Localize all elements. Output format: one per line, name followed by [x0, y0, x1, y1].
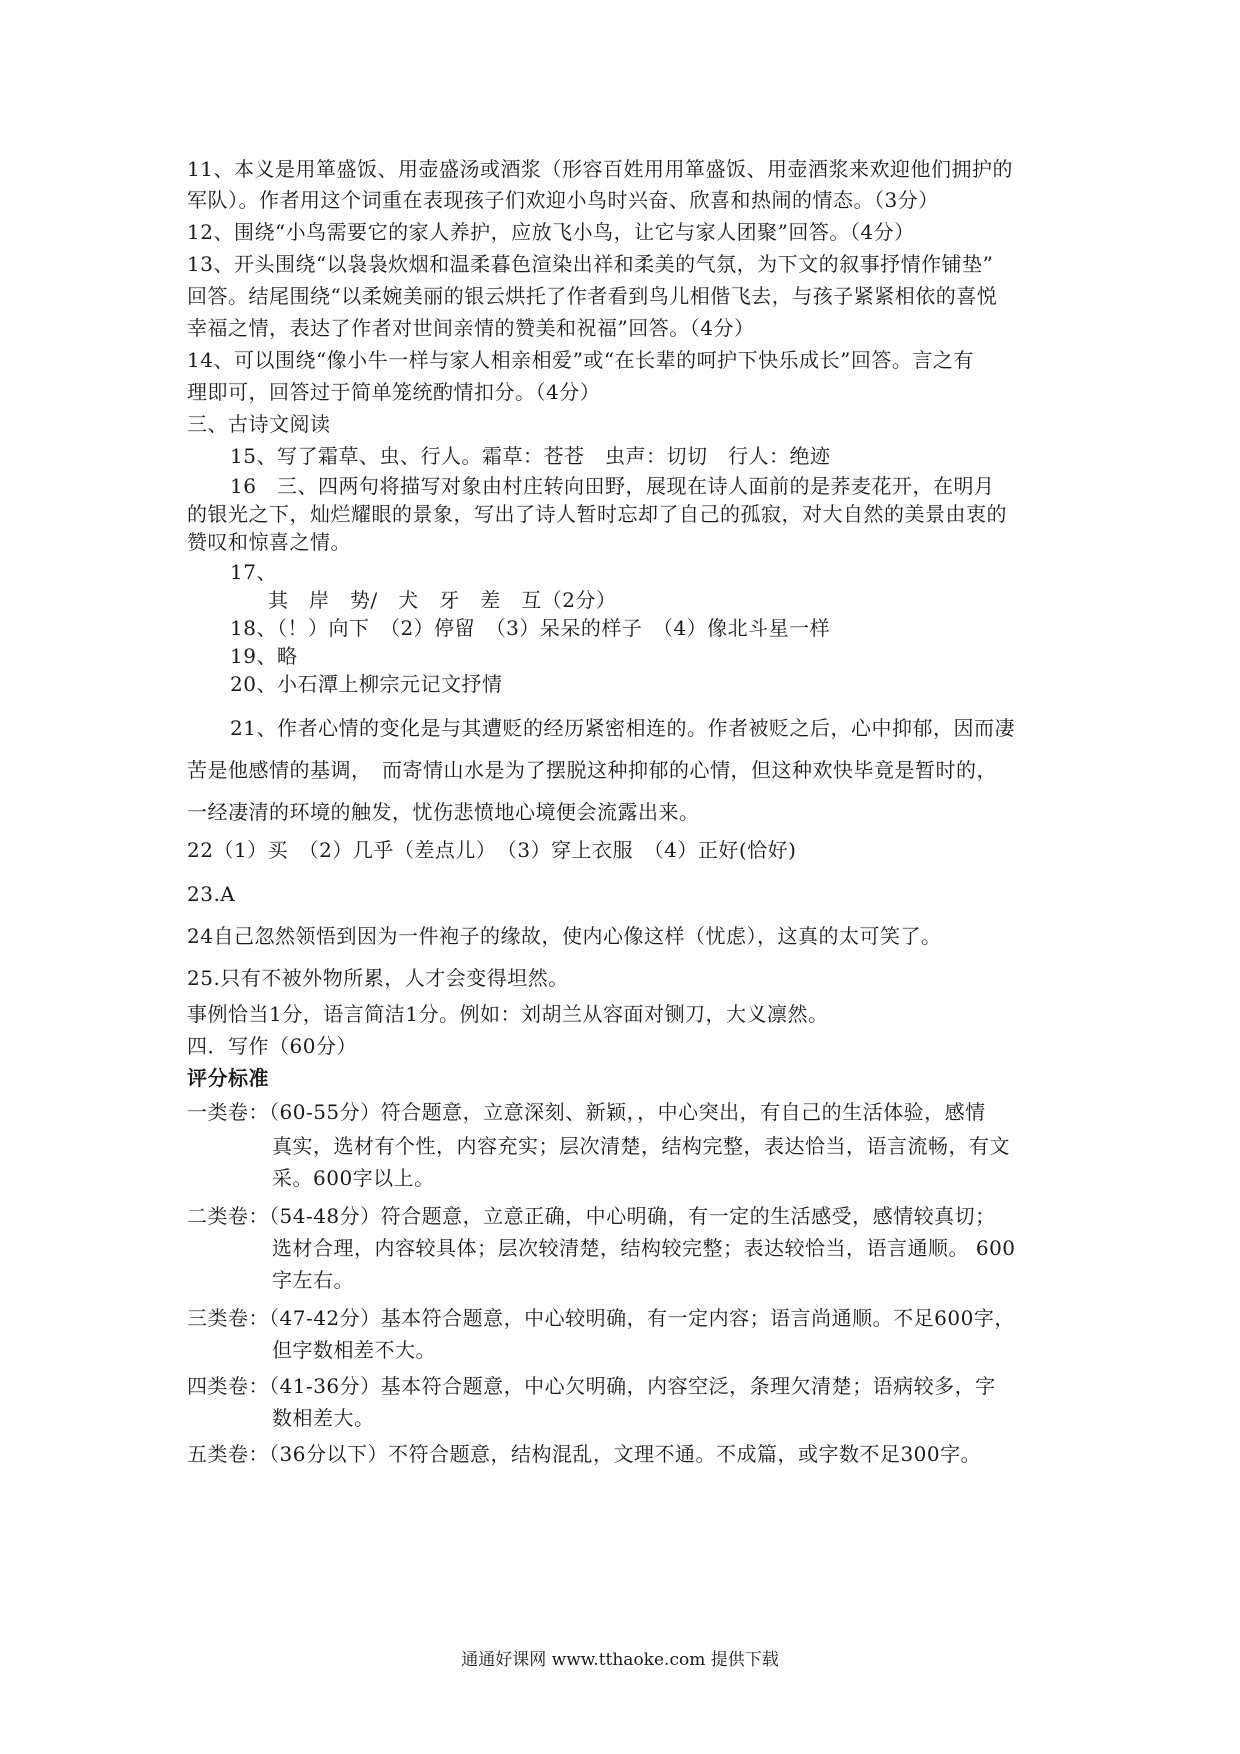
answer-13-line-1: 13、开头围绕“以袅袅炊烟和温柔暮色渲染出祥和柔美的气氛，为下文的叙事抒情作铺垫”	[187, 252, 994, 276]
answer-11-line-2: 军队）。作者用这个词重在表现孩子们欢迎小鸟时兴奋、欣喜和热闹的情态。（3分）	[187, 188, 939, 212]
grade-2-line-2: 选材合理，内容较具体；层次较清楚，结构较完整；表达较恰当，语言通顺。 600	[272, 1236, 1016, 1260]
answer-11-line-1: 11、本义是用箪盛饭、用壶盛汤或酒浆（形容百姓用用箪盛饭、用壶酒浆来欢迎他们拥护的	[187, 157, 1013, 181]
answer-21-line-2: 苦是他感情的基调， 而寄情山水是为了摆脱这种抑郁的心情，但这种欢快毕竟是暂时的，	[187, 758, 997, 782]
answer-17: 其 岸 势/ 犬 牙 差 互（2分）	[268, 588, 617, 612]
answer-19: 19、略	[230, 644, 298, 668]
grade-2-line-1: 二类卷：（54-48分）符合题意，立意正确，中心明确，有一定的生活感受，感情较真切；	[187, 1204, 996, 1228]
answer-21-line-1: 21、作者心情的变化是与其遭贬的经历紧密相连的。作者被贬之后，心中抑郁，因而凄	[230, 716, 1015, 740]
answer-20: 20、小石潭上柳宗元记文抒情	[230, 672, 503, 696]
answer-14-line-2: 理即可，回答过于简单笼统酌情扣分。（4分）	[187, 380, 601, 404]
answer-25: 25.只有不被外物所累，人才会变得坦然。	[187, 966, 569, 990]
answer-13-line-2: 回答。结尾围绕“以柔婉美丽的银云烘托了作者看到鸟儿相偕飞去，与孩子紧紧相依的喜悦	[187, 284, 998, 308]
grade-2-line-3: 字左右。	[272, 1268, 354, 1292]
answer-12: 12、围绕“小鸟需要它的家人养护，应放飞小鸟，让它与家人团聚”回答。（4分）	[187, 220, 915, 244]
answer-15: 15、写了霜草、虫、行人。霜草：苍苍 虫声：切切 行人：绝迹	[230, 444, 831, 468]
answer-16-line-2: 的银光之下，灿烂耀眼的景象，写出了诗人暂时忘却了自己的孤寂，对大自然的美景由衷的	[187, 502, 1007, 526]
section-3-heading: 三、古诗文阅读	[187, 412, 331, 436]
answer-23: 23.A	[187, 882, 236, 906]
grade-1-line-1: 一类卷：（60-55分）符合题意，立意深刻、新颖，，中心突出，有自己的生活体验，感情	[187, 1100, 986, 1124]
answer-17-label: 17、	[230, 560, 277, 584]
answer-25-note: 事例恰当1分，语言简洁1分。例如：刘胡兰从容面对铡刀，大义凛然。	[187, 1002, 829, 1026]
footer-credit: 通通好课网 www.tthaoke.com 提供下载	[461, 1650, 779, 1670]
grade-3-line-1: 三类卷：（47-42分）基本符合题意，中心较明确，有一定内容；语言尚通顺。不足600字，	[187, 1306, 1015, 1330]
answer-13-line-3: 幸福之情，表达了作者对世间亲情的赞美和祝福”回答。（4分）	[187, 316, 755, 340]
answer-21-line-3: 一经凄清的环境的触发，忧伤悲愤地心境便会流露出来。	[187, 800, 700, 824]
answer-16-line-3: 赞叹和惊喜之情。	[187, 530, 351, 554]
answer-18: 18、（！）向下 （2）停留 （3）呆呆的样子 （4）像北斗星一样	[230, 616, 831, 640]
grade-1-line-2: 真实，选材有个性，内容充实；层次清楚，结构完整，表达恰当，语言流畅，有文	[272, 1134, 1010, 1158]
answer-24: 24自己忽然领悟到因为一件袍子的缘故，使内心像这样（忧虑），这真的太可笑了。	[187, 924, 942, 948]
grade-3-line-2: 但字数相差不大。	[272, 1338, 436, 1362]
answer-16-line-1: 16 三、四两句将描写对象由村庄转向田野，展现在诗人面前的是荞麦花开，在明月	[230, 474, 995, 498]
answer-14-line-1: 14、可以围绕“像小牛一样与家人相亲相爱”或“在长辈的呵护下快乐成长”回答。言之有	[187, 348, 974, 372]
grade-5-line-1: 五类卷：（36分以下）不符合题意，结构混乱，文理不通。不成篇，或字数不足300字。	[187, 1442, 982, 1466]
grade-4-line-1: 四类卷：（41-36分）基本符合题意，中心欠明确，内容空泛，条理欠清楚；语病较多，字	[187, 1374, 996, 1398]
answer-22: 22（1）买 （2）几乎（差点儿） （3）穿上衣服 （4）正好(恰好)	[187, 838, 797, 862]
grade-4-line-2: 数相差大。	[272, 1406, 375, 1430]
grading-title: 评分标准	[187, 1066, 269, 1090]
grade-1-line-3: 采。600字以上。	[272, 1166, 435, 1190]
section-4-heading: 四．写作（60分）	[187, 1034, 357, 1058]
